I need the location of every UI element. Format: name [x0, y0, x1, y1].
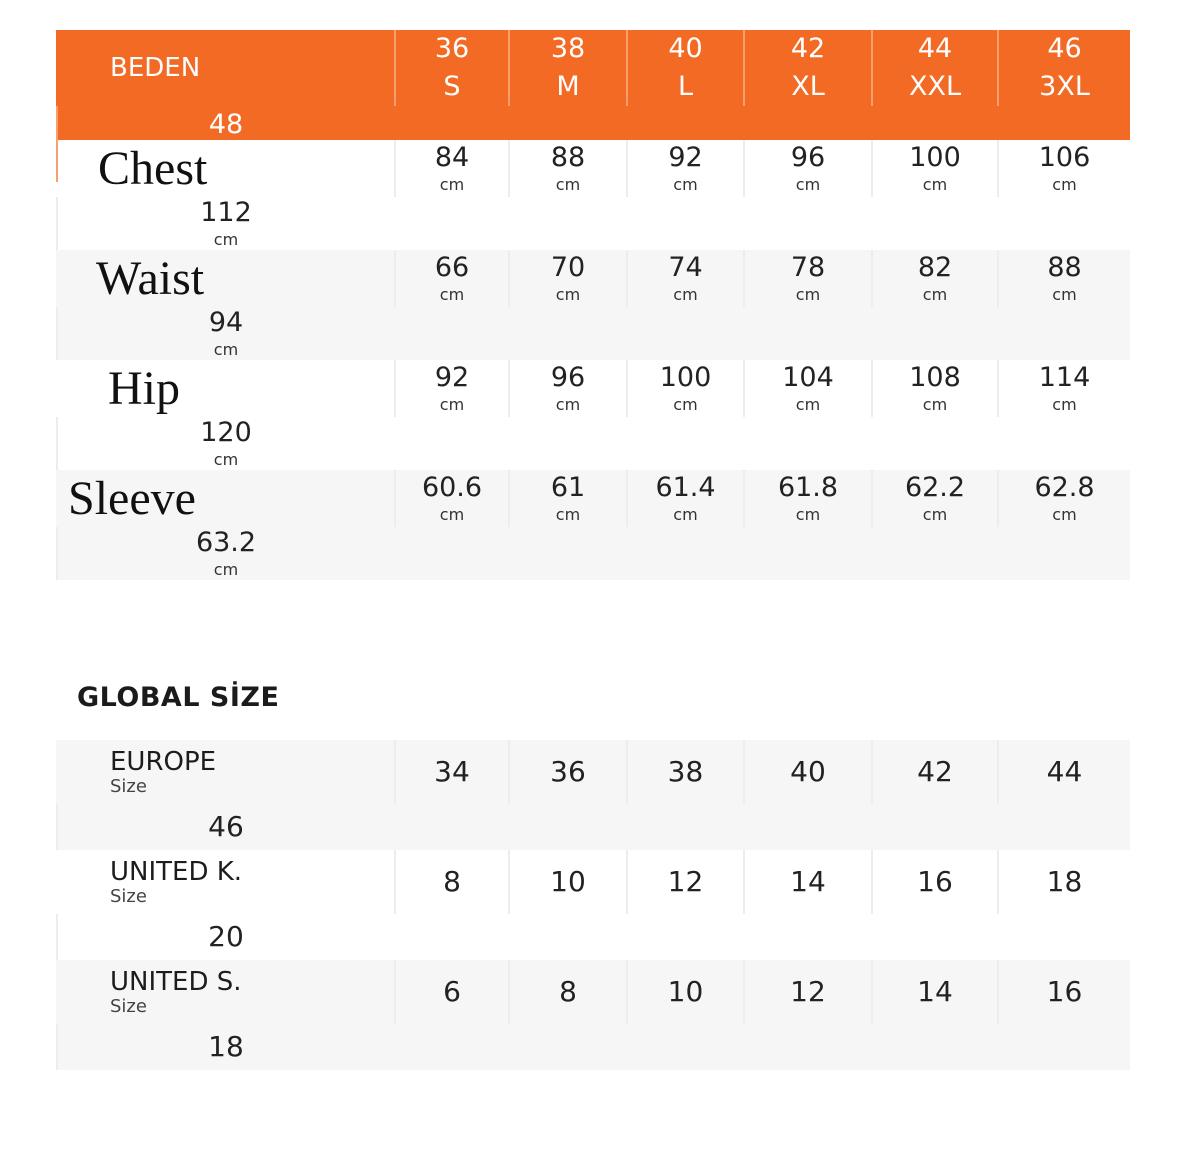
measurement-label: Chest: [98, 141, 208, 195]
measurement-cell: 70 cm: [508, 250, 626, 307]
measurement-label: Waist: [96, 251, 205, 305]
global-size-title: GLOBAL SİZE: [77, 682, 280, 713]
measurement-cell: 92 cm: [626, 140, 743, 197]
measurement-row-sleeve: [56, 470, 1130, 580]
size-column-header: 46 3XL: [997, 30, 1130, 106]
global-row-europe: [56, 740, 1130, 850]
global-size-cell: 6: [394, 960, 508, 1024]
measurement-cell: 96 cm: [508, 360, 626, 417]
global-size-cell: 8: [394, 850, 508, 914]
global-size-cell: 18: [56, 1024, 394, 1071]
header-label: BEDEN: [110, 53, 201, 83]
measurement-cell: 61 cm: [508, 470, 626, 527]
measurement-cell: 100 cm: [871, 140, 997, 197]
global-size-cell: 14: [743, 850, 871, 914]
measurement-cell: 88 cm: [508, 140, 626, 197]
global-size-cell: 12: [626, 850, 743, 914]
measurement-cell: 106 cm: [997, 140, 1130, 197]
measurement-cell: 61.4 cm: [626, 470, 743, 527]
region-label: UNITED S. Size: [110, 966, 242, 1017]
measurement-label: Hip: [108, 361, 180, 415]
measurement-cell: 78 cm: [743, 250, 871, 307]
measurement-cell: 120 cm: [56, 417, 394, 471]
measurement-cell: 60.6 cm: [394, 470, 508, 527]
measurement-cell: 61.8 cm: [743, 470, 871, 527]
measurement-row-waist: [56, 250, 1130, 360]
global-size-cell: 36: [508, 740, 626, 804]
global-row-united-states: [56, 960, 1130, 1070]
global-row-united-kingdom: [56, 850, 1130, 960]
measurement-cell: 108 cm: [871, 360, 997, 417]
global-size-cell: 10: [626, 960, 743, 1024]
global-size-cell: 34: [394, 740, 508, 804]
global-size-cell: 44: [997, 740, 1130, 804]
measurement-cell: 84 cm: [394, 140, 508, 197]
measurement-cell: 92 cm: [394, 360, 508, 417]
size-column-header: 44 XXL: [871, 30, 997, 106]
global-size-cell: 14: [871, 960, 997, 1024]
size-column-header: 36 S: [394, 30, 508, 106]
measurement-cell: 88 cm: [997, 250, 1130, 307]
measurement-label: Sleeve: [68, 471, 196, 525]
size-column-header: 40 L: [626, 30, 743, 106]
measurement-cell: 62.8 cm: [997, 470, 1130, 527]
measurement-cell: 63.2 cm: [56, 527, 394, 581]
global-size-cell: 42: [871, 740, 997, 804]
size-column-header: 42 XL: [743, 30, 871, 106]
global-size-cell: 8: [508, 960, 626, 1024]
measurement-cell: 66 cm: [394, 250, 508, 307]
global-size-cell: 16: [871, 850, 997, 914]
region-label: UNITED K. Size: [110, 856, 243, 907]
region-label: EUROPE Size: [110, 746, 217, 797]
size-column-header: 38 M: [508, 30, 626, 106]
measurement-row-chest: [56, 140, 1130, 250]
global-size-cell: 38: [626, 740, 743, 804]
measurement-cell: 82 cm: [871, 250, 997, 307]
global-size-cell: 16: [997, 960, 1130, 1024]
measurement-cell: 96 cm: [743, 140, 871, 197]
size-column-header: 48 4XL: [56, 106, 394, 182]
measurement-cell: 112 cm: [56, 197, 394, 251]
measurement-cell: 74 cm: [626, 250, 743, 307]
global-size-cell: 12: [743, 960, 871, 1024]
global-size-cell: 46: [56, 804, 394, 851]
measurement-cell: 94 cm: [56, 307, 394, 361]
measurement-cell: 114 cm: [997, 360, 1130, 417]
measurement-row-hip: [56, 360, 1130, 470]
global-size-cell: 18: [997, 850, 1130, 914]
global-size-cell: 40: [743, 740, 871, 804]
measurement-cell: 62.2 cm: [871, 470, 997, 527]
global-size-cell: 20: [56, 914, 394, 961]
global-size-cell: 10: [508, 850, 626, 914]
measurement-cell: 104 cm: [743, 360, 871, 417]
measurement-cell: 100 cm: [626, 360, 743, 417]
